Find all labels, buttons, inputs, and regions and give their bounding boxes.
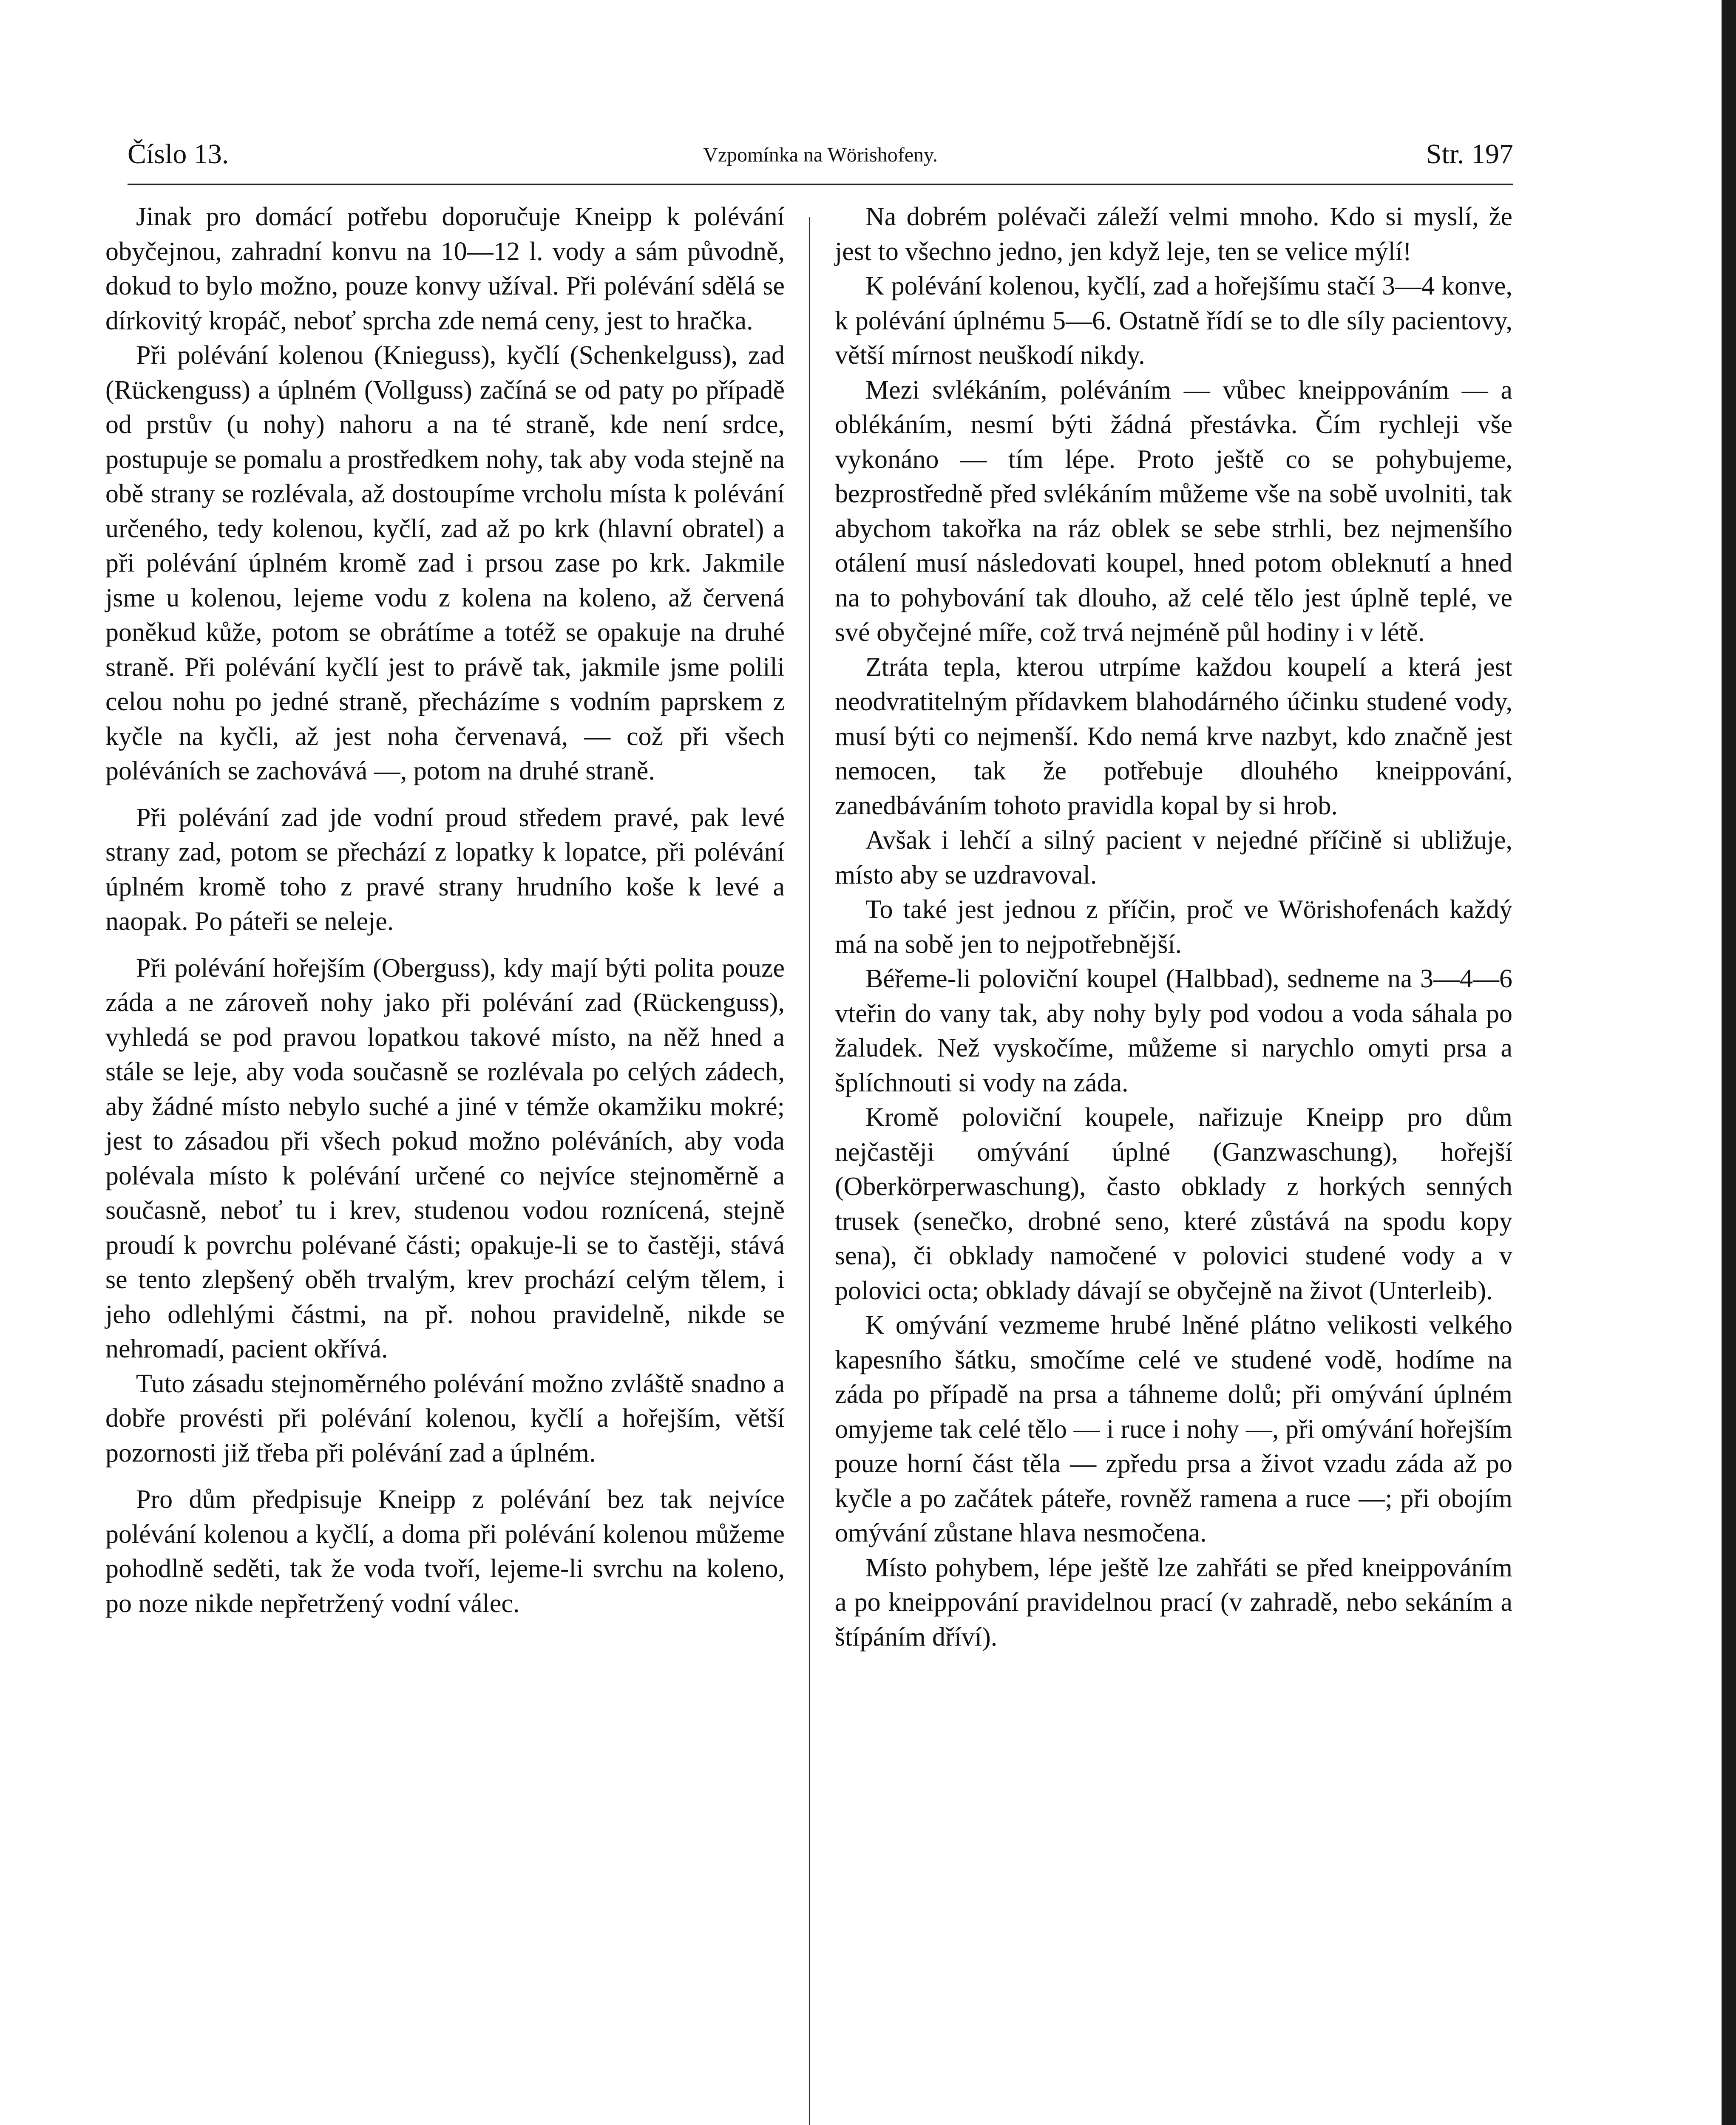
paragraph: Pro dům předpisuje Kneipp z polévání bez tak nejvíce polévání kolenou a kyčlí, a doma při polévání kolenou můžeme pohodlně seděti, tak že voda tvoří, lejeme-li svrchu na koleno, po noze nikde nepřetržený vodní válec.	[105, 1485, 785, 1618]
paragraph: Při polévání hořejším (Oberguss), kdy mají býti polita pouze záda a ne zároveň nohy jako při polévání zad (Rückenguss), vyhledá se pod pravou lopatkou takové místo, na něž hned a stále se leje, aby voda současně se rozlévala po celých zádech, aby žádné místo nebylo suché a jiné v témže okamžiku mokré; jest to zásadou při všech pokud možno poléváních, aby voda polévala místo k polévání určené co nejvíce stejnoměrně a současně, neboť tu i krev, studenou vodou roznícená, stejně proudí k povrchu polévané části; opakuje-li se to častěji, stává se tento zlepšený oběh trvalým, krev prochází celým tělem, i jeho odlehlými částmi, na př. nohou pravidelně, nikde se nehromadí, pacient okřívá.	[105, 953, 785, 1363]
paragraph: Béřeme-li poloviční koupel (Halbbad), sedneme na 3—4—6 vteřin do vany tak, aby nohy byly pod vodou a voda sáhala po žaludek. Než vyskočíme, můžeme si narychlo omyti prsa a šplíchnouti si vody na záda.	[835, 964, 1512, 1097]
paragraph: Mezi svlékáním, poléváním — vůbec kneippováním — a oblékáním, nesmí býti žádná přestávka. Čím rychleji vše vykonáno — tím lépe. Proto ještě co se pohybujeme, bezprostředně před svlékáním můžeme vše na sobě uvolniti, tak abychom takořka na ráz oblek se sebe strhli, bez nejmenšího otálení musí následovati koupel, hned potom obleknutí a hned na to pohybování tak dlouho, až celé tělo jest úplně teplé, ve své obyčejné míře, což trvá nejméně půl hodiny i v létě.	[835, 375, 1512, 647]
paragraph: To také jest jednou z příčin, proč ve Wörishofenách každý má na sobě jen to nejpotřebnější.	[835, 895, 1512, 959]
right-column	[835, 200, 1512, 1655]
scan-edge-right	[1722, 0, 1736, 2125]
header-rule	[128, 184, 1513, 185]
paragraph: Při polévání kolenou (Knieguss), kyčlí (Schenkelguss), zad (Rückenguss) a úplném (Vollguss) začíná se od paty po případě od prstův (u nohy) nahoru a na té straně, kde není srdce, postupuje se pomalu a prostředkem nohy, tak aby voda stejně na obě strany se rozlévala, až dostoupíme vrcholu místa k polévání určeného, tedy kolenou, kyčlí, zad až po krk (hlavní obratel) a při polévání úplném kromě zad i prsou zase po krk. Jakmile jsme u kolenou, lejeme vodu z kolena na koleno, až červená poněkud kůže, potom se obrátíme a totéž se opakuje na druhé straně. Při polévání kyčlí jest to právě tak, jakmile jsme polili celou nohu po jedné straně, přecházíme s vodním paprskem z kyčle na kyčli, až jest noha červenavá, — což při všech poléváních se zachovává —, potom na druhé straně.	[105, 341, 785, 785]
paragraph: Ztráta tepla, kterou utrpíme každou koupelí a která jest neodvratitelným přídavkem blahodárného účinku studené vody, musí býti co nejmenší. Kdo nemá krve nazbyt, kdo značně jest nemocen, tak že potřebuje dlouhého kneippování, zanedbáváním tohoto pravidla kopal by si hrob.	[835, 652, 1512, 820]
paragraph: Jinak pro domácí potřebu doporučuje Kneipp k polévání obyčejnou, zahradní konvu na 10—12 l. vody a sám původně, dokud to bylo možno, pouze konvy užíval. Při polévání sdělá se dírkovitý kropáč, neboť sprcha zde nemá ceny, jest to hračka.	[105, 202, 785, 335]
paragraph: Kromě poloviční koupele, nařizuje Kneipp pro dům nejčastěji omývání úplné (Ganzwaschung), hořejší (Oberkörperwaschung), často obklady z horkých senných trusek (senečko, drobné seno, které zůstává na spodu kopy sena), či obklady namočené v polovici studené vody a v polovici octa; obklady dávají se obyčejně na život (Unterleib).	[835, 1103, 1512, 1305]
paragraph: Avšak i lehčí a silný pacient v nejedné příčině si ubližuje, místo aby se uzdravoval.	[835, 826, 1512, 890]
issue-number: Číslo 13.	[128, 139, 229, 170]
paragraph: K omývání vezmeme hrubé lněné plátno velikosti velkého kapesního šátku, smočíme celé ve studené vodě, hodíme na záda po případě na prsa a táhneme dolů; při omývání úplném omyjeme tak celé tělo — i ruce i nohy —, při omývání hořejším pouze horní část těla — zpředu prsa a život vzadu záda až po kyčle a po začátek páteře, rovněž ramena a ruce —; při obojím omývání zůstane hlava nesmočena.	[835, 1311, 1512, 1547]
running-header	[128, 138, 1513, 185]
paragraph: Na dobrém polévači záleží velmi mnoho. Kdo si myslí, že jest to všechno jedno, jen když leje, ten se velice mýlí!	[835, 202, 1512, 266]
paragraph: K polévání kolenou, kyčlí, zad a hořejšímu stačí 3—4 konve, k polévání úplnému 5—6. Ostatně řídí se to dle síly pacientovy, větší mírnost neuškodí nikdy.	[835, 272, 1512, 370]
paragraph: Místo pohybem, lépe ještě lze zahřáti se před kneippováním a po kneippování pravidelnou prací (v zahradě, nebo sekáním a štípáním dříví).	[835, 1553, 1512, 1652]
page-number: Str. 197	[1426, 139, 1513, 170]
column-divider	[809, 217, 810, 2125]
paragraph: Tuto zásadu stejnoměrného polévání možno zvláště snadno a dobře provésti při polévání kolenou, kyčlí a hořejším, větší pozornosti již třeba při polévání zad a úplném.	[105, 1369, 785, 1468]
left-column	[105, 200, 785, 1621]
running-title: Vzpomínka na Wörishofeny.	[703, 144, 938, 166]
paragraph: Při polévání zad jde vodní proud středem pravé, pak levé strany zad, potom se přechází z lopatky k lopatce, při polévání úplném kromě toho z pravé strany hrudního koše k levé a naopak. Po páteři se neleje.	[105, 803, 785, 936]
